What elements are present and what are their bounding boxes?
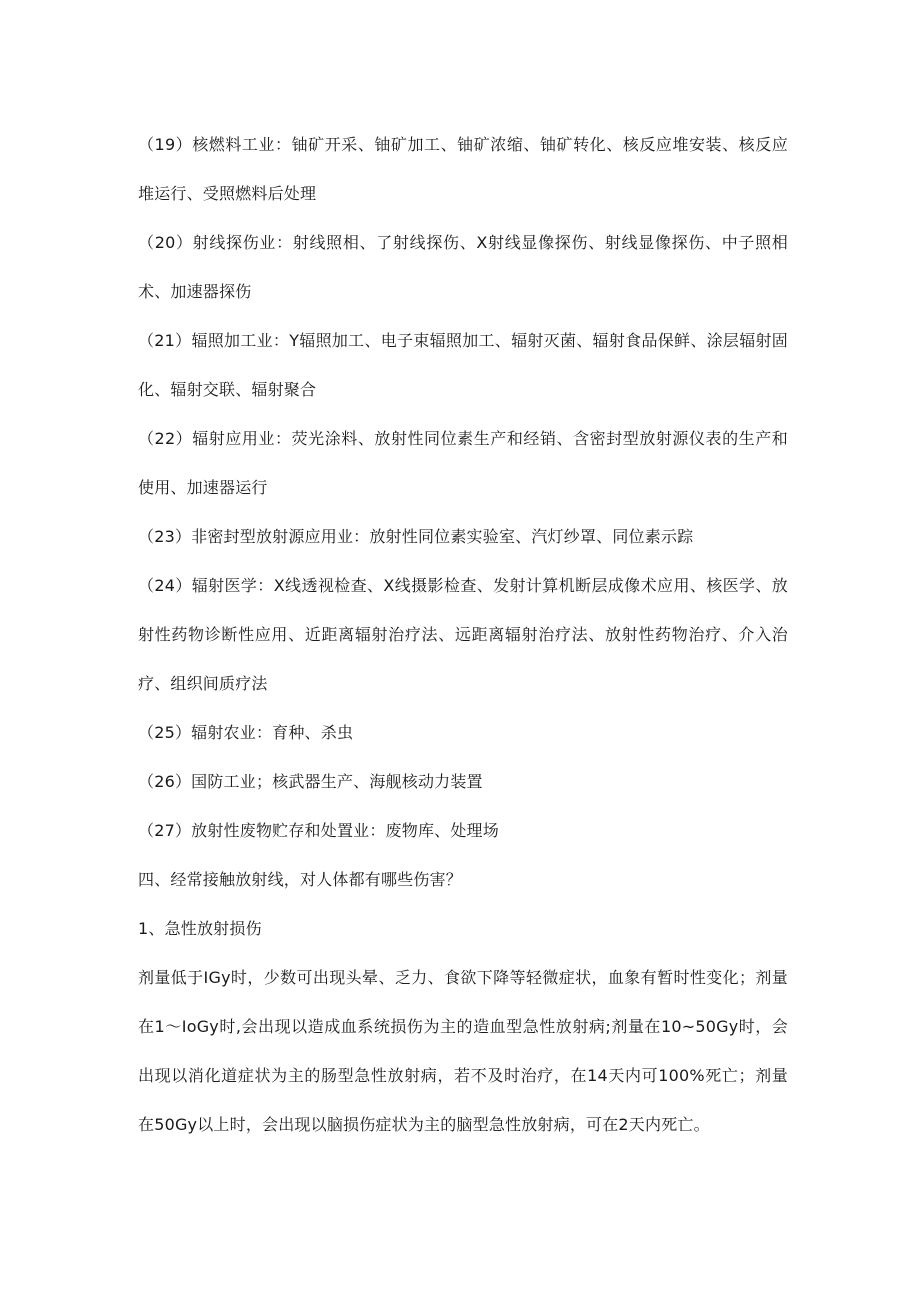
body-paragraph: 剂量低于IGy时，少数可出现头晕、乏力、食欲下降等轻微症状，血象有暂时性变化；剂量在1～IoGy时,会出现以造成血系统损伤为主的造血型急性放射病;剂量在10~50Gy时，会出现以消化道症状为主的肠型急性放射病，若不及时治疗，在14天内可100%死亡；剂量在50Gy以上时，会出现以脑损伤症状为主的脑型急性放射病，可在2天内死亡。 (138, 968, 788, 1134)
paragraph-item-22: （22）辐射应用业：荧光涂料、放射性同位素生产和经销、含密封型放射源仪表的生产和使用、加速器运行 (138, 429, 788, 497)
paragraph-item-21: （21）辐照加工业：Y辐照加工、电子束辐照加工、辐射灭菌、辐射食品保鲜、涂层辐射固化、辐射交联、辐射聚合 (138, 331, 788, 399)
document-body (138, 120, 788, 1149)
paragraph-item-26: （26）国防工业；核武器生产、海舰核动力装置 (138, 772, 483, 791)
paragraph-item-20: （20）射线探伤业：射线照相、了射线探伤、X射线显像探伤、射线显像探伤、中子照相术、加速器探伤 (138, 233, 788, 301)
paragraph-item-27: （27）放射性废物贮存和处置业：废物库、处理场 (138, 821, 499, 840)
paragraph-item-19: （19）核燃料工业：铀矿开采、铀矿加工、铀矿浓缩、铀矿转化、核反应堆安装、核反应堆运行、受照燃料后处理 (138, 135, 788, 203)
section-heading: 四、经常接触放射线，对人体都有哪些伤害？ (138, 870, 463, 889)
paragraph-item-23: （23）非密封型放射源应用业：放射性同位素实验室、汽灯纱罩、同位素示踪 (138, 527, 694, 546)
paragraph-item-24: （24）辐射医学：X线透视检查、X线摄影检查、发射计算机断层成像术应用、核医学、放射性药物诊断性应用、近距离辐射治疗法、远距离辐射治疗法、放射性药物治疗、介入治疗、组织间质疗法 (138, 576, 788, 693)
subsection-heading: 1、急性放射损伤 (138, 919, 262, 938)
paragraph-item-25: （25）辐射农业：育种、杀虫 (138, 723, 354, 742)
